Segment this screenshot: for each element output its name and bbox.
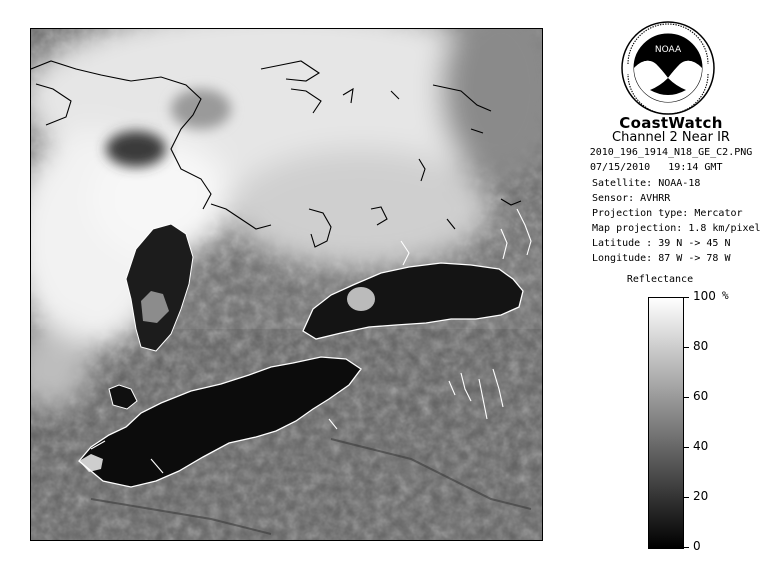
- date-time: [590, 162, 722, 173]
- colorbar-tick: [684, 397, 689, 398]
- colorbar-tick: [684, 297, 689, 298]
- colorbar-tick-label: 20: [693, 489, 709, 503]
- colorbar-tick-label: 0: [693, 539, 701, 553]
- projection-type-line: Projection type: Mercator: [592, 208, 743, 219]
- colorbar-tick-label: 80: [693, 339, 709, 353]
- sensor-line: Sensor: AVHRR: [592, 193, 671, 204]
- colorbar-tick-label: 40: [693, 439, 709, 453]
- product-title: CoastWatch: [619, 114, 723, 132]
- filename: 2010_196_1914_N18_GE_C2.PNG: [589, 147, 753, 158]
- colorbar-tick: [684, 447, 689, 448]
- colorbar-tick: [684, 497, 689, 498]
- longitude-line: Longitude: 87 W -> 78 W: [592, 253, 731, 264]
- satellite-image-map[interactable]: [30, 28, 543, 541]
- colorbar-label: Reflectance: [626, 274, 694, 285]
- colorbar-unit: %: [722, 289, 729, 302]
- colorbar-tick: [684, 547, 689, 548]
- map-projection-line: Map projection: 1.8 km/pixel: [592, 223, 761, 234]
- channel-name: Channel 2 Near IR: [612, 130, 730, 145]
- satellite-line: Satellite: NOAA-18: [592, 178, 701, 189]
- colorbar: [648, 297, 684, 549]
- noaa-logo: [620, 20, 716, 116]
- colorbar-tick-label: 60: [693, 389, 709, 403]
- noaa-logo-text: NOAA: [654, 45, 682, 55]
- colorbar-tick: [684, 347, 689, 348]
- colorbar-tick-label: 100: [693, 289, 716, 303]
- time-value: 19:14 GMT: [668, 162, 723, 173]
- date-value: 07/15/2010: [590, 162, 651, 173]
- latitude-line: Latitude : 39 N -> 45 N: [592, 238, 731, 249]
